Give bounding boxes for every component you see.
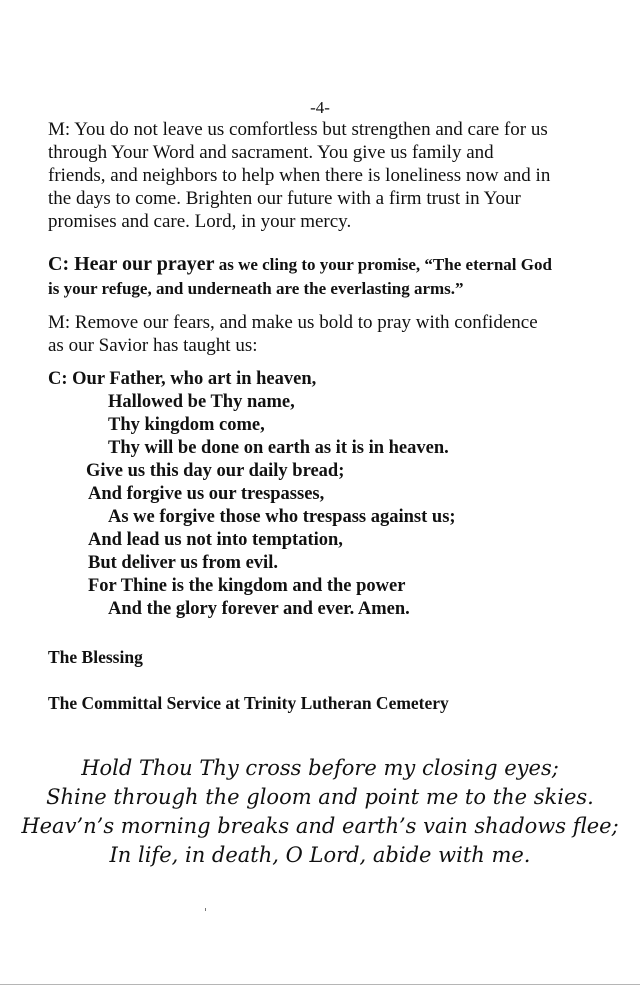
- response-lead: C: Hear our prayer: [48, 253, 215, 275]
- petition-line: promises and care. Lord, in your mercy.: [48, 211, 352, 232]
- prayer-line: For Thine is the kingdom and the power: [88, 576, 406, 596]
- page-number: -4-: [310, 98, 330, 117]
- petition-line: M: You do not leave us comfortless but strengthen and care for us: [48, 119, 548, 140]
- bottom-rule: [0, 984, 640, 985]
- hymn-verse: [0, 754, 640, 870]
- prayer-line: And forgive us our trespasses,: [88, 484, 325, 504]
- hymn-line: Hold Thou Thy cross before my closing eyes;: [81, 756, 559, 780]
- prayer-line: And the glory forever and ever. Amen.: [108, 599, 410, 619]
- minister-petition: [48, 118, 608, 233]
- invitation-line: M: Remove our fears, and make us bold to pray with confidence: [48, 312, 538, 333]
- scan-speck: [205, 908, 206, 911]
- hymn-line: In life, in death, O Lord, abide with me.: [109, 843, 531, 867]
- prayer-line: And lead us not into temptation,: [88, 530, 343, 550]
- minister-invitation: [48, 311, 608, 357]
- blessing-heading: The Blessing: [48, 647, 143, 667]
- invitation-line: as our Savior has taught us:: [48, 335, 258, 356]
- committal-heading: The Committal Service at Trinity Lutheran Cemetery: [48, 693, 449, 713]
- prayer-line: As we forgive those who trespass against us;: [108, 507, 456, 527]
- response-line: is your refuge, and underneath are the everlasting arms.”: [48, 279, 464, 298]
- congregation-response: [48, 252, 608, 301]
- petition-line: friends, and neighbors to help when there is loneliness now and in: [48, 165, 551, 186]
- prayer-line: But deliver us from evil.: [88, 553, 278, 573]
- petition-line: through Your Word and sacrament. You give us family and: [48, 142, 494, 163]
- prayer-line: Hallowed be Thy name,: [108, 392, 295, 412]
- petition-line: the days to come. Brighten our future with a firm trust in Your: [48, 188, 521, 209]
- hymn-line: Heav’n’s morning breaks and earth’s vain shadows flee;: [21, 814, 619, 838]
- hymn-line: Shine through the gloom and point me to the skies.: [46, 785, 594, 809]
- prayer-line: C: Our Father, who art in heaven,: [48, 369, 317, 389]
- prayer-line: Thy will be done on earth as it is in heaven.: [108, 438, 449, 458]
- prayer-line: Give us this day our daily bread;: [86, 461, 345, 481]
- response-rest: as we cling to your promise, “The eternal God: [214, 255, 552, 274]
- prayer-line: Thy kingdom come,: [108, 415, 265, 435]
